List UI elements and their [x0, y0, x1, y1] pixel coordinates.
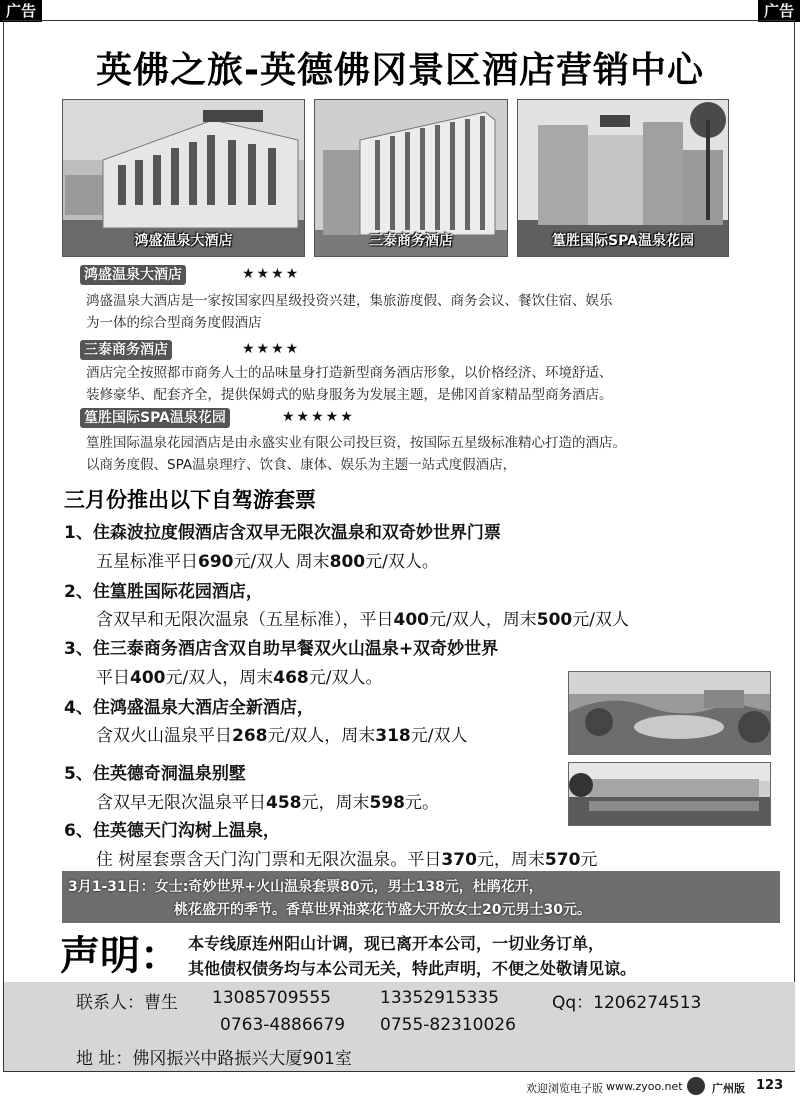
star-rating: ★★★★ — [242, 266, 301, 282]
package-price: 含双火山温泉平日268元/双人，周末318元/双人 — [96, 726, 468, 746]
contact-panel — [4, 982, 795, 1071]
ad-tag-left: 广告 — [0, 0, 42, 22]
package-title: 2、住篁胜国际花园酒店， — [64, 582, 263, 602]
globe-icon — [687, 1077, 705, 1095]
package-title: 1、住森波拉度假酒店含双早无限次温泉和双奇妙世界门票 — [64, 523, 501, 543]
ad-tag-right: 广告 — [758, 0, 800, 22]
declaration-title: 声明： — [60, 933, 180, 979]
promo-line: 桃花盛开的季节。香草世界油菜花节盛大开放女士20元男士30元。 — [174, 902, 591, 918]
hotel-description: 酒店完全按照都市商务人士的品味量身打造新型商务酒店形象，以价格经济、环境舒适、 装修豪华、配套齐全，提供保姆式的贴身服务为发展主题，是佛冈首家精品型商务酒店。 — [86, 365, 613, 403]
phone-number: 13085709555 — [212, 988, 331, 1008]
photo-resort-pool — [568, 671, 771, 755]
hotel-name-hongsheng: 鸿盛温泉大酒店 — [80, 265, 186, 285]
photo-caption: 篁胜国际SPA温泉花园 — [552, 233, 694, 249]
package-price: 平日400元/双人，周末468元/双人。 — [96, 668, 383, 688]
hotel-name-santai: 三泰商务酒店 — [80, 340, 172, 360]
package-price: 含双早和无限次温泉（五星标准），平日400元/双人，周末500元/双人 — [96, 610, 629, 630]
promo-line: 3月1-31日：女士:奇妙世界+火山温泉套票80元，男士138元，杜鹃花开， — [68, 879, 543, 895]
telephone: 0763-4886679 — [220, 1015, 346, 1035]
footer-welcome: 欢迎浏览电子版 — [526, 1082, 603, 1095]
hotel-description: 篁胜国际温泉花园酒店是由永盛实业有限公司投巨资，按国际五星级标准精心打造的酒店。 以商务度假、SPA温泉理疗、饮食、康体、娱乐为主题一站式度假酒店， — [86, 435, 626, 473]
photo-hongsheng-hotel — [62, 99, 305, 257]
package-title: 3、住三泰商务酒店含双自助早餐双火山温泉+双奇妙世界 — [64, 639, 499, 659]
photo-villa-lake — [568, 762, 771, 826]
footer-edition: 广州版 — [712, 1082, 745, 1095]
package-title: 6、住英德天门沟树上温泉， — [64, 821, 280, 841]
contact-person: 联系人：曹生 — [76, 993, 178, 1013]
declaration-text: 本专线原连州阳山计调，现已离开本公司，一切业务订单， — [188, 934, 605, 953]
package-title: 5、住英德奇洞温泉别墅 — [64, 764, 246, 784]
package-title: 4、住鸿盛温泉大酒店全新酒店， — [64, 698, 314, 718]
address: 地 址：佛冈振兴中路振兴大厦901室 — [76, 1049, 352, 1069]
telephone: 0755-82310026 — [380, 1015, 516, 1035]
phone-number: 13352915335 — [380, 988, 499, 1008]
star-rating: ★★★★★ — [282, 409, 355, 425]
qq-number: Qq：1206274513 — [552, 993, 702, 1013]
package-price: 住 树屋套票含天门沟门票和无限次温泉。平日370元，周末570元 — [96, 850, 598, 870]
declaration-text: 其他债权债务均与本公司无关，特此声明，不便之处敬请见谅。 — [188, 959, 637, 978]
promo-banner — [62, 871, 780, 923]
package-price: 含双早无限次温泉平日458元，周末598元。 — [96, 793, 439, 813]
hotel-name-huangsheng: 篁胜国际SPA温泉花园 — [80, 408, 230, 428]
photo-caption: 鸿盛温泉大酒店 — [134, 233, 233, 249]
footer-site: www.zyoo.net — [606, 1080, 683, 1093]
photo-santai-hotel — [314, 99, 508, 257]
page-number: 123 — [756, 1078, 784, 1093]
packages-heading: 三月份推出以下自驾游套票 — [64, 488, 316, 512]
photo-caption: 三泰商务酒店 — [369, 233, 453, 249]
page-title: 英佛之旅-英德佛冈景区酒店营销中心 — [96, 50, 704, 91]
hotel-description: 鸿盛温泉大酒店是一家按国家四星级投资兴建，集旅游度假、商务会议、餐饮住宿、娱乐 为一体的综合型商务度假酒店 — [86, 293, 613, 331]
package-price: 五星标准平日690元/双人 周末800元/双人。 — [96, 552, 439, 572]
photo-huangsheng-spa — [517, 99, 729, 257]
star-rating: ★★★★ — [242, 341, 301, 357]
